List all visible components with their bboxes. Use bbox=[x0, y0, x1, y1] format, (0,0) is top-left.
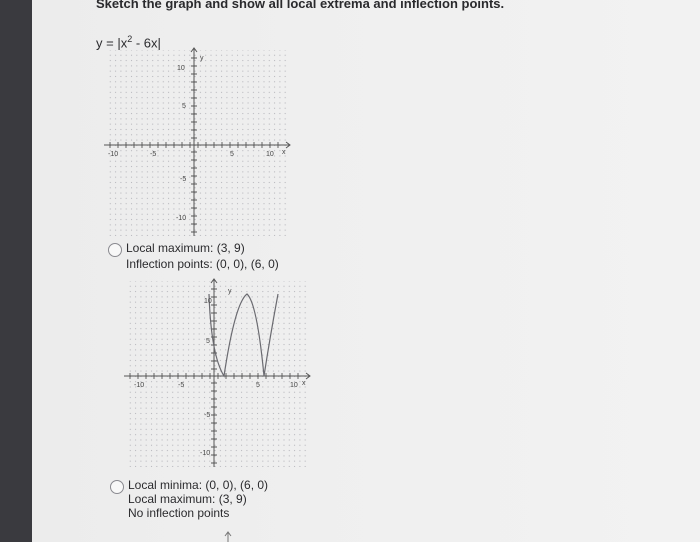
question-instruction: Sketch the graph and show all local extrema and inflection points. bbox=[96, 0, 505, 11]
equation-suffix: - 6x| bbox=[132, 35, 161, 51]
option-b-line-1: Local minima: (0, 0), (6, 0) bbox=[128, 478, 269, 492]
x-axis-label: x bbox=[302, 380, 306, 387]
option-a-graph bbox=[120, 277, 320, 473]
y-axis-label: y bbox=[228, 288, 232, 295]
y-tick-neg10: -10 bbox=[176, 215, 187, 222]
x-tick-10: 10 bbox=[290, 382, 298, 389]
option-b-radio[interactable] bbox=[110, 480, 124, 494]
y-tick-10: 10 bbox=[204, 298, 212, 305]
option-a-radio[interactable] bbox=[108, 243, 122, 257]
x-tick-5: 5 bbox=[256, 382, 260, 389]
x-tick-neg5: -5 bbox=[150, 151, 157, 158]
y-tick-neg5: -5 bbox=[204, 412, 211, 419]
device-bezel bbox=[0, 0, 32, 542]
y-tick-10: 10 bbox=[177, 65, 185, 72]
option-b-line-3: No inflection points bbox=[128, 506, 230, 520]
y-tick-neg5: -5 bbox=[180, 176, 187, 183]
option-a-line-2: Inflection points: (0, 0), (6, 0) bbox=[126, 257, 279, 271]
y-tick-neg10: -10 bbox=[200, 450, 211, 457]
x-tick-5: 5 bbox=[230, 151, 234, 158]
equation-prefix: y = |x bbox=[96, 35, 128, 51]
x-tick-10: 10 bbox=[266, 151, 274, 158]
y-axis-label: y bbox=[200, 55, 204, 62]
option-b-line-2: Local maximum: (3, 9) bbox=[128, 492, 247, 506]
axes-graph-1 bbox=[100, 46, 300, 242]
x-axis-label: x bbox=[282, 149, 286, 156]
x-tick-neg5: -5 bbox=[178, 382, 185, 389]
next-graph-arrow bbox=[222, 528, 234, 542]
y-tick-5: 5 bbox=[182, 103, 186, 110]
y-tick-5: 5 bbox=[206, 338, 210, 345]
x-tick-neg10: -10 bbox=[108, 151, 119, 158]
option-a-line-1: Local maximum: (3, 9) bbox=[126, 241, 245, 255]
x-tick-neg10: -10 bbox=[134, 382, 145, 389]
equation-exponent: 2 bbox=[127, 34, 133, 44]
